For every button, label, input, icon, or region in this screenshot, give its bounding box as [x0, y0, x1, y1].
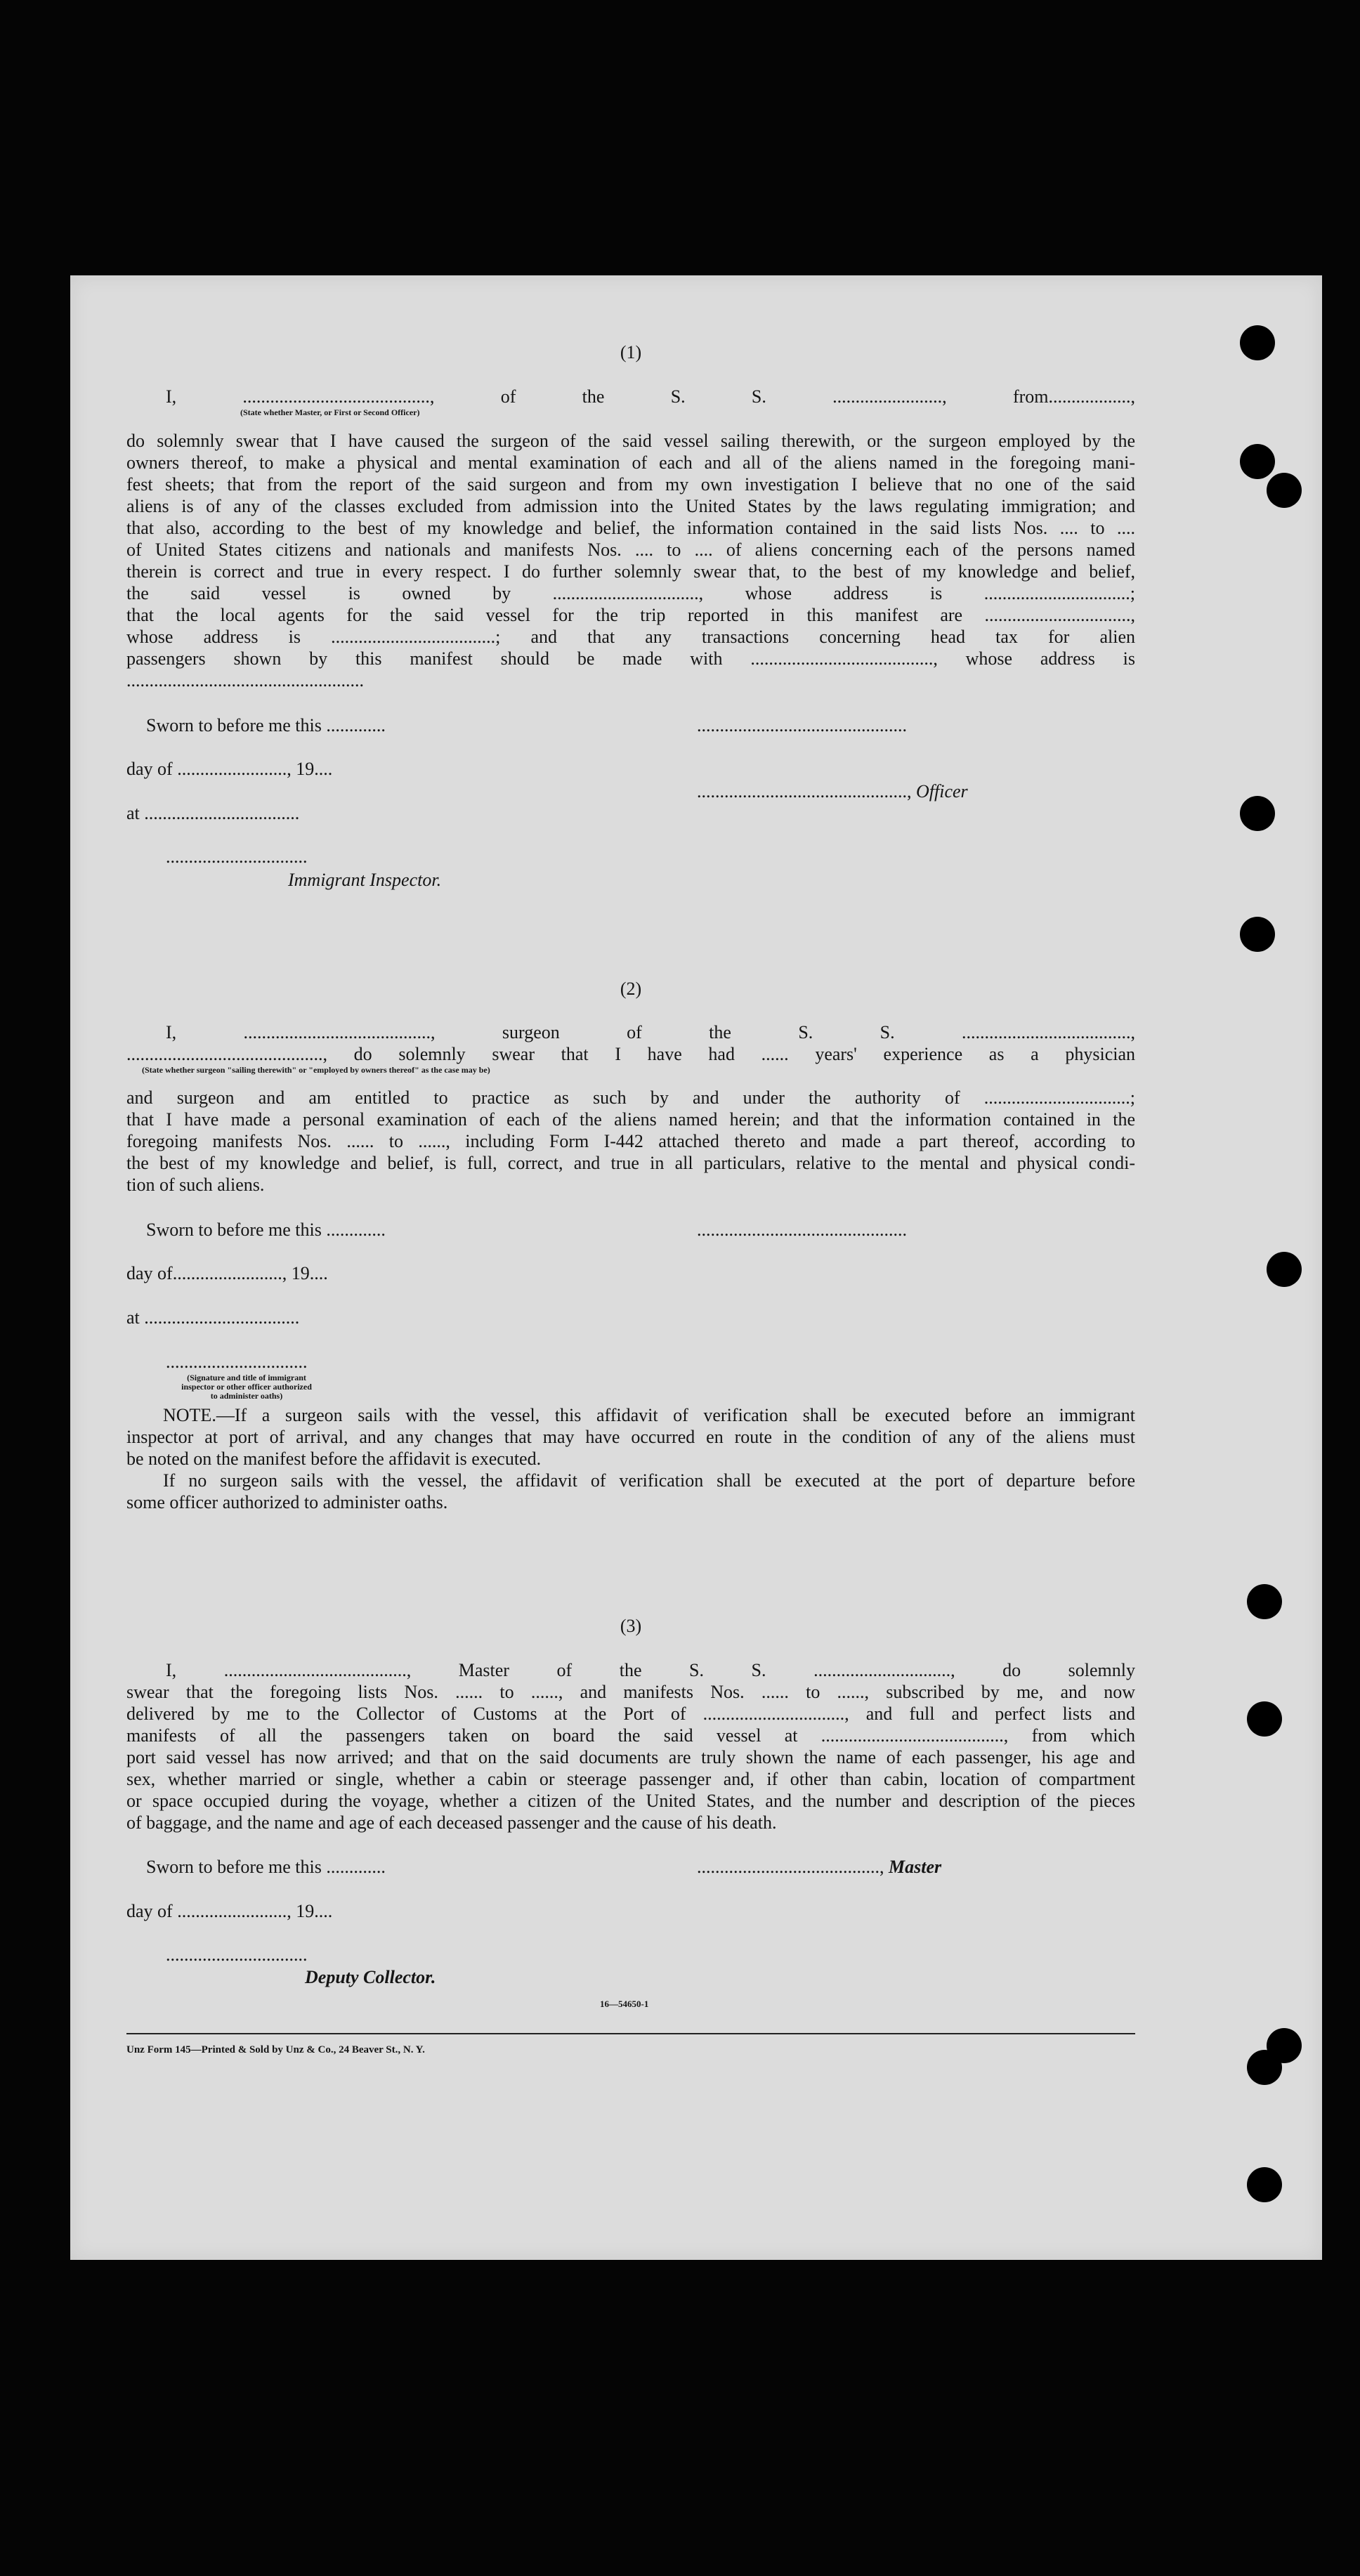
punch-hole-4 [1240, 796, 1275, 831]
section-2-line-1: I, ........................................., surgeon of the S. S. ....................................., [166, 1022, 1135, 1042]
paragraph-line: tion of such aliens. [126, 1175, 265, 1195]
paragraph-line: I, ........................................, Master of the S. S. .............................., do solemnly [166, 1660, 1135, 1680]
punch-hole-10 [1247, 2050, 1282, 2085]
punch-hole-3 [1267, 473, 1302, 508]
paragraph-line: .................................................... [126, 670, 364, 691]
punch-hole-5 [1240, 917, 1275, 952]
punch-hole-11 [1247, 2167, 1282, 2202]
note-line: NOTE.—If a surgeon sails with the vessel, this affidavit of verification shall be executed before an immigrant [163, 1405, 1135, 1425]
section-2-day: day of........................, 19.... [126, 1263, 328, 1283]
section-2-signature-sublabel: (Signature and title of immigrant inspector or other officer authorized to administer oaths) [181, 1373, 312, 1401]
master-dots: ........................................, [697, 1857, 884, 1877]
paragraph-line: whose address is ....................................; and that any transactions concerning head tax for alien [126, 627, 1135, 647]
section-1-inspector-label: Immigrant Inspector. [288, 870, 442, 890]
section-1-inspector-dots: ............................... [166, 846, 308, 867]
punch-hole-6 [1267, 1252, 1302, 1287]
printer-footer: Unz Form 145—Printed & Sold by Unz & Co., 24 Beaver St., N. Y. [126, 2044, 425, 2055]
paragraph-line: foregoing manifests Nos. ...... to ......, including Form I-442 attached thereto and made a part thereof, according to [126, 1131, 1135, 1151]
section-3-deputy-dots: ............................... [166, 1944, 308, 1965]
section-1-day: day of ........................, 19.... [126, 759, 333, 779]
paragraph-line: that I have made a personal examination of each of the aliens named herein; and that the information contained in the [126, 1109, 1135, 1130]
paragraph-line: passengers shown by this manifest should be made with ........................................, whose address is [126, 648, 1135, 669]
section-2-sworn: Sworn to before me this ............. [146, 1220, 386, 1240]
paragraph-line: therein is correct and true in every respect. I do further solemnly swear that, to the best of my knowledge and belief, [126, 561, 1135, 582]
section-3-paragraph [126, 1659, 1135, 1833]
section-1-paragraph [126, 430, 1135, 691]
paragraph-line: of United States citizens and nationals and manifests Nos. .... to .... of aliens concerning each of the persons named [126, 540, 1135, 560]
section-2-number: (2) [620, 979, 642, 999]
paragraph-line: do solemnly swear that I have caused the surgeon of the said vessel sailing therewith, or the surgeon employed by the [126, 431, 1135, 451]
section-2-note [126, 1404, 1135, 1513]
paragraph-line: or space occupied during the voyage, whether a citizen of the United States, and the number and description of the pieces [126, 1791, 1135, 1811]
paragraph-line: aliens is of any of the classes excluded from admission into the United States by the laws regulating immigration; and [126, 496, 1135, 516]
paragraph-line: owners thereof, to make a physical and mental examination of each and all of the aliens named in the foregoing mani- [126, 452, 1135, 473]
section-3-master-line [697, 1857, 941, 1878]
punch-hole-8 [1247, 1701, 1282, 1737]
paragraph-line: the said vessel is owned by ................................, whose address is ................................; [126, 583, 1135, 603]
punch-hole-7 [1247, 1584, 1282, 1619]
section-2-at: at .................................. [126, 1307, 300, 1328]
paragraph-line: port said vessel has now arrived; and that on the said documents are truly shown the name of each passenger, his age and [126, 1747, 1135, 1767]
paragraph-line: manifests of all the passengers taken on board the said vessel at ........................................, from which [126, 1725, 1135, 1746]
note-line: inspector at port of arrival, and any changes that may have occurred en route in the condition of any of the aliens must [126, 1427, 1135, 1447]
section-1-officer-line [697, 781, 968, 802]
section-2-paragraph [126, 1087, 1135, 1196]
section-1-sworn-signature-line: .............................................. [697, 715, 907, 735]
paragraph-line: delivered by me to the Collector of Customs at the Port of ..............................., and full and perfect lists and [126, 1704, 1135, 1724]
paragraph-line: swear that the foregoing lists Nos. ...... to ......, and manifests Nos. ...... to ......, subscribed by me, and now [126, 1682, 1135, 1702]
paragraph-line: fest sheets; that from the report of the said surgeon and from my own investigation I believe that no one of the said [126, 474, 1135, 495]
paragraph-line: that the local agents for the said vessel for the trip reported in this manifest are ................................, [126, 605, 1135, 625]
punch-hole-1 [1240, 325, 1275, 360]
paragraph-line: of baggage, and the name and age of each deceased passenger and the cause of his death. [126, 1812, 777, 1833]
note-line: some officer authorized to administer oaths. [126, 1492, 448, 1512]
section-1-number: (1) [620, 342, 642, 362]
section-3-sworn: Sworn to before me this ............. [146, 1857, 386, 1877]
section-1-at: at .................................. [126, 803, 300, 823]
punch-hole-2 [1240, 444, 1275, 479]
paragraph-line: the best of my knowledge and belief, is full, correct, and true in all particulars, relative to the mental and physical condi- [126, 1153, 1135, 1173]
section-3-deputy-label: Deputy Collector. [305, 1967, 436, 1987]
section-1-line-1-sublabel: (State whether Master, or First or Second Officer) [240, 407, 420, 417]
footer-rule [126, 2033, 1135, 2034]
section-3-number: (3) [620, 1616, 642, 1636]
form-number: 16—54650-1 [600, 1999, 649, 2009]
section-2-line-2: ..........................................., do solemnly swear that I have had ...... years' experience as a physician [126, 1044, 1135, 1064]
section-2-signature-dots: ............................... [166, 1352, 308, 1372]
note-line: be noted on the manifest before the affidavit is executed. [126, 1449, 542, 1469]
note-line: If no surgeon sails with the vessel, the affidavit of verification shall be executed at the port of departure before [163, 1470, 1135, 1491]
section-2-line-2-sublabel: (State whether surgeon "sailing therewith" or "employed by owners thereof" as the case may be) [142, 1065, 490, 1075]
paragraph-line: and surgeon and am entitled to practice as such by and under the authority of ................................; [126, 1087, 1135, 1108]
paragraph-line: that also, according to the best of my knowledge and belief, the information contained in the said lists Nos. .... to .... [126, 518, 1135, 538]
section-1-line-1: I, ........................................., of the S. S. ........................, from.................., [166, 386, 1135, 407]
paragraph-line: sex, whether married or single, whether a cabin or steerage passenger and, if other than cabin, location of compartment [126, 1769, 1135, 1789]
officer-dots: .............................................., [697, 781, 912, 802]
section-2-sworn-signature-line: .............................................. [697, 1220, 907, 1240]
section-1-sworn: Sworn to before me this ............. [146, 715, 386, 735]
section-3-day: day of ........................, 19.... [126, 1901, 333, 1921]
officer-label: Officer [916, 781, 968, 802]
master-label: Master [889, 1857, 942, 1877]
